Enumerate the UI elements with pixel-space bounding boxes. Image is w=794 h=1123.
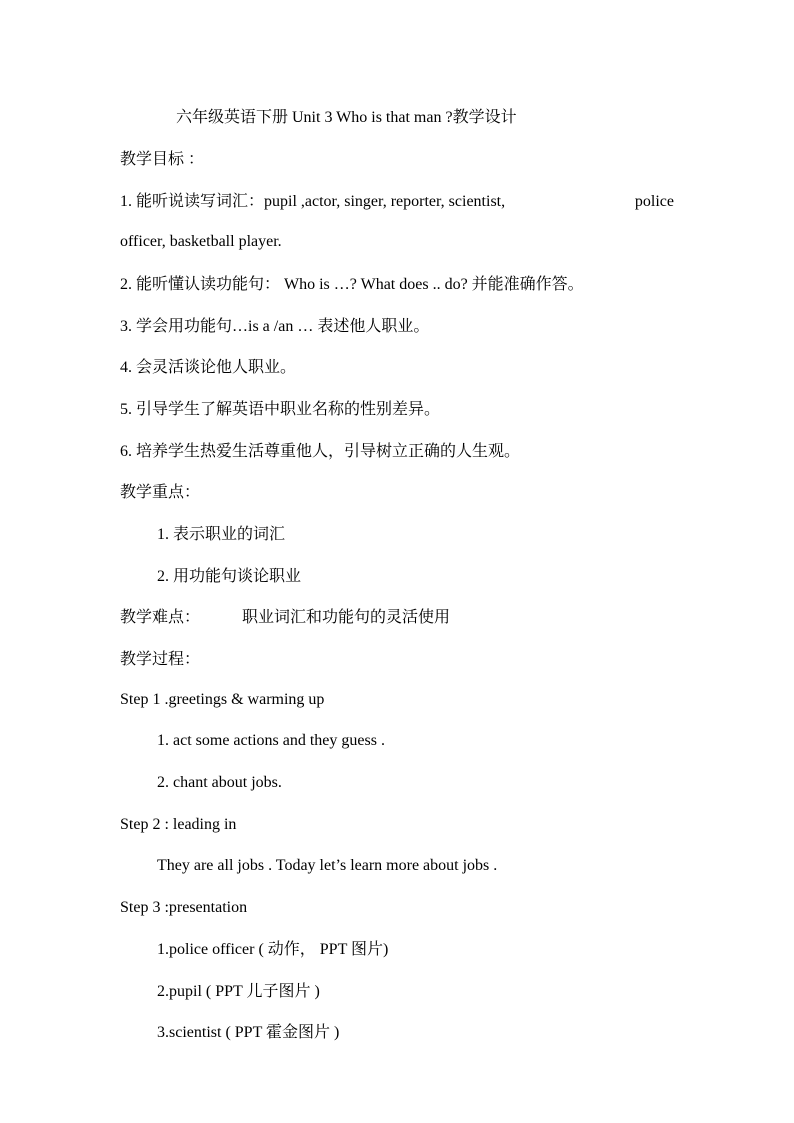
step-1-item-2: 2. chant about jobs. <box>157 774 282 791</box>
step-2-heading: Step 2 : leading in <box>120 816 237 833</box>
objective-4: 4. 会灵活谈论他人职业。 <box>120 359 297 376</box>
objective-1-continuation: officer, basketball player. <box>120 233 282 250</box>
objective-3: 3. 学会用功能句…is a /an … 表述他人职业。 <box>120 318 430 335</box>
key-point-2: 2. 用功能句谈论职业 <box>157 568 302 585</box>
key-points-heading: 教学重点： <box>120 484 201 501</box>
document-title: 六年级英语下册 Unit 3 Who is that man ?教学设计 <box>176 109 517 126</box>
key-point-1: 1. 表示职业的词汇 <box>157 526 286 543</box>
difficulty-heading: 教学难点： <box>120 609 201 626</box>
step-3-item-3: 3.scientist ( PPT 霍金图片 ) <box>157 1024 340 1041</box>
step-3-item-2: 2.pupil ( PPT 儿子图片 ) <box>157 983 320 1000</box>
difficulty-text: 职业词汇和功能句的灵活使用 <box>242 609 451 626</box>
objective-1-tail: police <box>634 193 674 210</box>
step-3-item-1: 1.police officer ( 动作， PPT 图片) <box>157 941 389 958</box>
objective-2: 2. 能听懂认读功能句： Who is …? What does .. do? 并能准确作答。 <box>120 276 584 293</box>
step-2-item-1: They are all jobs . Today let’s learn more about jobs . <box>157 857 498 874</box>
step-1-item-1: 1. act some actions and they guess . <box>157 732 385 749</box>
objective-5: 5. 引导学生了解英语中职业名称的性别差异。 <box>120 401 441 418</box>
objective-1-text: 1. 能听说读写词汇：pupil ,actor, singer, reporter, scientist, <box>120 193 506 210</box>
process-heading: 教学过程： <box>120 651 201 668</box>
objective-1 <box>120 192 674 212</box>
step-1-heading: Step 1 .greetings & warming up <box>120 691 325 708</box>
objective-6: 6. 培养学生热爱生活尊重他人，引导树立正确的人生观。 <box>120 443 521 460</box>
step-3-heading: Step 3 :presentation <box>120 899 248 916</box>
objectives-heading: 教学目标 ： <box>120 151 205 168</box>
